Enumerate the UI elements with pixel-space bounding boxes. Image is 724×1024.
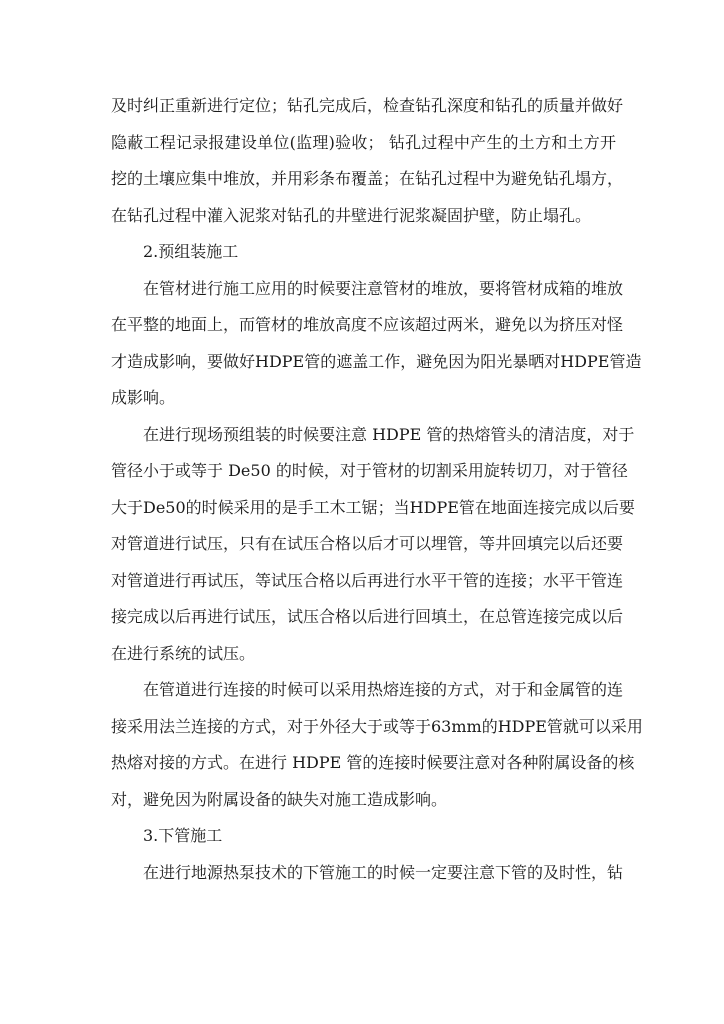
text-line: 对，避免因为附属设备的缺失对施工造成影响。 [111,789,448,809]
text-line: 热熔对接的方式。在进行 HDPE 管的连接时候要注意对各种附属设备的核 [111,753,635,772]
text-line: 在管道进行连接的时候可以采用热熔连接的方式，对于和金属管的连 [143,680,624,699]
text-line: 对管道进行再试压，等试压合格以后再进行水平干管的连接；水平干管连 [111,570,624,590]
text-line: 在钻孔过程中灌入泥浆对钻孔的井壁进行泥浆凝固护壁，防止塌孔。 [111,205,592,225]
section-heading: 2.预组装施工 [143,242,239,261]
text-line: 及时纠正重新进行定位；钻孔完成后，检查钻孔深度和钻孔的质量并做好 [111,96,624,115]
text-line: 管径小于或等于 De50 的时候，对于管材的切割采用旋转切刀，对于管径 [111,461,628,480]
text-line: 挖的土壤应集中堆放，并用彩条布覆盖；在钻孔过程中为避免钻孔塌方， [111,169,624,188]
text-line: 隐蔽工程记录报建设单位(监理)验收； 钻孔过程中产生的土方和土方开 [111,132,616,152]
text-line: 才造成影响，要做好HDPE管的遮盖工作，避免因为阳光暴晒对HDPE管造 [111,351,642,371]
text-line: 接采用法兰连接的方式，对于外径大于或等于63mm的HDPE管就可以采用 [111,716,643,736]
section-heading: 3.下管施工 [143,826,223,845]
body-text [111,88,643,891]
text-line: 在平整的地面上，而管材的堆放高度不应该超过两米，避免以为挤压对怪 [111,315,624,334]
text-line: 接完成以后再进行试压，试压合格以后进行回填土，在总管连接完成以后 [111,607,624,626]
text-line: 成影响。 [111,388,176,407]
text-line: 在进行现场预组装的时候要注意 HDPE 管的热熔管头的清洁度，对于 [143,424,635,444]
text-line: 对管道进行试压，只有在试压合格以后才可以埋管，等井回填完以后还要 [111,534,624,553]
text-line: 大于De50的时候采用的是手工木工锯；当HDPE管在地面连接完成以后要 [111,497,635,517]
text-line: 在管材进行施工应用的时候要注意管材的堆放，要将管材成箱的堆放 [143,278,624,298]
text-line: 在进行系统的试压。 [111,643,256,663]
text-line: 在进行地源热泵技术的下管施工的时候一定要注意下管的及时性，钻 [143,862,624,882]
